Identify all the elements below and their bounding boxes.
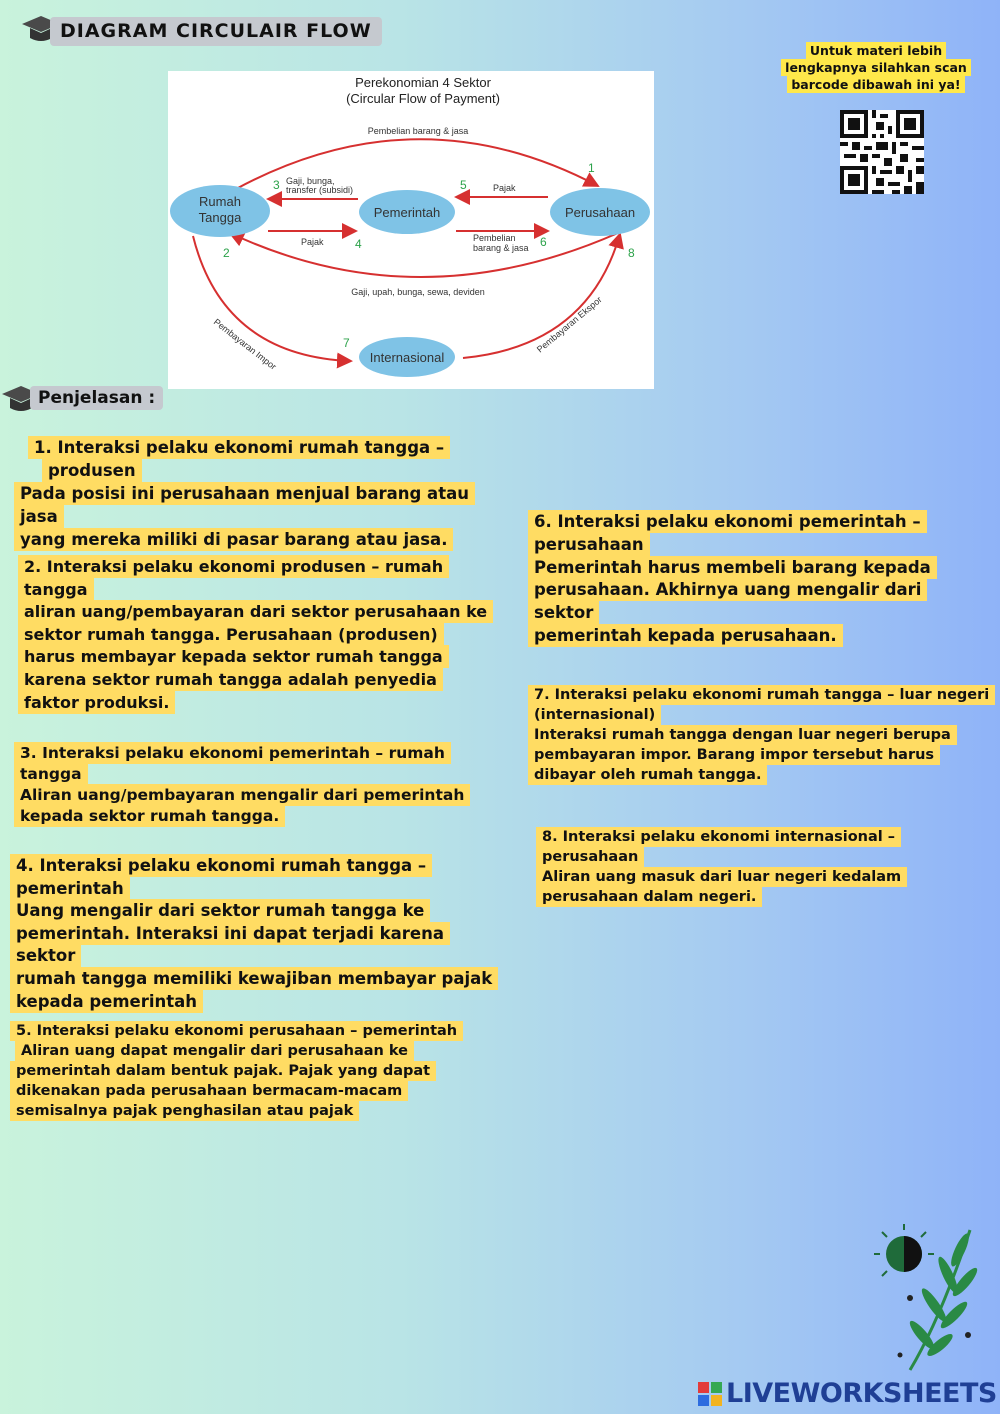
svg-text:Internasional: Internasional — [369, 350, 445, 365]
svg-text:transfer (subsidi): transfer (subsidi) — [286, 185, 354, 195]
explanation-item-2: 2. Interaksi pelaku ekonomi produsen – rumah tangga aliran uang/pembayaran dari sektor perusahaan ke sektor rumah tangga. Perusahaan (produsen) harus membayar kepada sektor rumah tangga karena sektor rumah tangga adalah penyedia faktor produksi. — [18, 556, 498, 714]
svg-text:4: 4 — [355, 237, 362, 251]
circular-flow-diagram — [168, 71, 654, 389]
svg-text:1: 1 — [588, 161, 595, 175]
page-title: DIAGRAM CIRCULAIR FLOW — [50, 17, 382, 46]
qr-note: Untuk materi lebih lengkapnya silahkan scan barcode dibawah ini ya! — [766, 42, 986, 93]
svg-text:Gaji, upah, bunga, sewa, devid: Gaji, upah, bunga, sewa, deviden — [351, 287, 485, 297]
explanation-item-3: 3. Interaksi pelaku ekonomi pemerintah – rumah tangga Aliran uang/pembayaran mengalir dari pemerintah kepada sektor rumah tangga. — [14, 743, 484, 827]
diagram-title: Perekonomian 4 Sektor — [355, 75, 491, 90]
svg-text:Pembelian barang & jasa: Pembelian barang & jasa — [367, 126, 469, 136]
svg-text:Rumah: Rumah — [199, 194, 241, 209]
svg-text:Perusahaan: Perusahaan — [564, 205, 636, 220]
svg-text:Gaji, bunga,: Gaji, bunga, — [286, 176, 335, 186]
liveworksheets-logo[interactable]: LIVEWORKSHEETS — [726, 1378, 997, 1409]
explanation-item-6: 6. Interaksi pelaku ekonomi pemerintah – perusahaan Pemerintah harus membeli barang kepada perusahaan. Akhirnya uang mengalir dari sektor pemerintah kepada perusahaan. — [528, 511, 988, 648]
explanation-item-8: 8. Interaksi pelaku ekonomi internasional – perusahaan Aliran uang masuk dari luar negeri kedalam perusahaan dalam negeri. — [536, 827, 936, 907]
svg-text:barang & jasa: barang & jasa — [473, 243, 529, 253]
svg-text:Pembayaran Ekspor: Pembayaran Ekspor — [534, 294, 604, 355]
explanation-item-1: 1. Interaksi pelaku ekonomi rumah tangga – produsen Pada posisi ini perusahaan menjual barang atau jasa yang mereka miliki di pasar barang atau jasa. — [14, 436, 514, 551]
explanation-item-7: 7. Interaksi pelaku ekonomi rumah tangga – luar negeri (internasional) Interaksi rumah tangga dengan luar negeri berupa pembayaran impor. Barang impor tersebut harus dibayar oleh rumah tangga. — [528, 685, 998, 785]
svg-text:Tangga: Tangga — [198, 210, 242, 225]
svg-text:Pajak: Pajak — [493, 183, 516, 193]
liveworksheets-logo-icon — [698, 1382, 722, 1406]
explanation-item-4: 4. Interaksi pelaku ekonomi rumah tangga – pemerintah Uang mengalir dari sektor rumah tangga ke pemerintah. Interaksi ini dapat terjadi karena sektor rumah tangga memiliki kewajiban membayar pajak kepada pemerintah — [10, 855, 510, 1013]
svg-text:Pemerintah: Pemerintah — [373, 205, 441, 220]
svg-text:7: 7 — [343, 336, 350, 350]
svg-text:8: 8 — [628, 246, 635, 260]
svg-text:6: 6 — [540, 235, 547, 249]
svg-text:Pajak: Pajak — [301, 237, 324, 247]
svg-text:2: 2 — [223, 246, 230, 260]
explanation-item-5: 5. Interaksi pelaku ekonomi perusahaan – pemerintah Aliran uang dapat mengalir dari perusahaan ke pemerintah dalam bentuk pajak. Pajak yang dapat dikenakan pada perusahaan bermacam-macam semisalnya pajak penghasilan atau pajak — [10, 1021, 480, 1121]
svg-text:Pembayaran Impor: Pembayaran Impor — [211, 316, 279, 372]
svg-text:5: 5 — [460, 178, 467, 192]
svg-text:Pembelian: Pembelian — [473, 233, 516, 243]
section-title: Penjelasan : — [30, 386, 163, 410]
plant-decoration-icon — [870, 1220, 990, 1380]
diagram-subtitle: (Circular Flow of Payment) — [346, 91, 500, 106]
qr-code-icon[interactable] — [840, 110, 924, 194]
svg-text:3: 3 — [273, 178, 280, 192]
